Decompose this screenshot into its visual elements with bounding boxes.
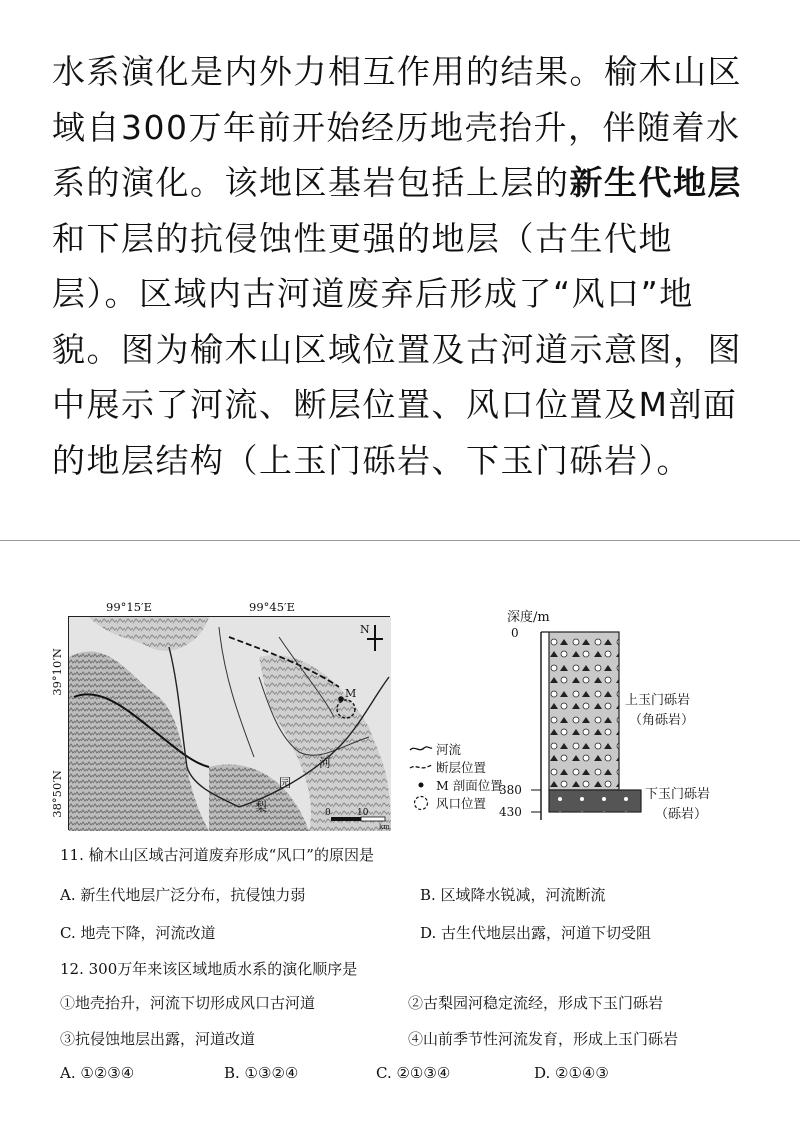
legend-item-fault <box>408 758 503 776</box>
section-diagram <box>499 610 795 830</box>
depth-label-430: 430 <box>499 805 522 819</box>
question-11-option-a[interactable]: A. 新生代地层广泛分布，抗侵蚀力弱 <box>60 886 306 904</box>
lower-layer-type: （砾岩） <box>655 807 708 822</box>
intro-text-2: 和下层的抗侵蚀性更强的地层（古生代地层）。区域内古河道废弃后形成了“风口”地貌。图为榆木山区域位置及古河道示意图，图中展示了河流、断层位置、风口位置及M剖面的地层结构（上玉门砾岩、下玉门砾岩）。 <box>52 218 742 480</box>
north-label: N <box>360 623 370 636</box>
question-12-option-a[interactable]: A. ①②③④ <box>60 1064 135 1082</box>
question-12-statement-1: ①地壳抬升，河流下切形成风口古河道 <box>60 994 316 1012</box>
question-12-option-c[interactable]: C. ②①③④ <box>376 1064 451 1082</box>
question-12-option-d[interactable]: D. ②①④③ <box>534 1064 609 1082</box>
legend-item-profile <box>408 776 503 794</box>
terrain-map <box>69 617 391 831</box>
legend-label-fault: 断层位置 <box>436 760 487 775</box>
river-name-char-2: 园 <box>279 776 292 790</box>
intro-bold-term: 新生代地层 <box>569 163 742 202</box>
section-divider <box>0 540 800 541</box>
question-11-option-d[interactable]: D. 古生代地层出露，河道下切受阻 <box>420 924 652 942</box>
location-map-figure <box>36 600 406 840</box>
river-name-char-1: 河 <box>319 756 332 770</box>
legend-item-river <box>408 740 503 758</box>
depth-label-0: 0 <box>511 626 519 640</box>
profile-point-icon <box>408 777 434 793</box>
profile-point-m <box>338 696 344 702</box>
map-frame <box>68 616 390 830</box>
river-symbol-icon <box>408 741 434 757</box>
question-11-option-c[interactable]: C. 地壳下降，河流改道 <box>60 924 216 942</box>
question-11-stem: 11. 榆木山区域古河道废弃形成“风口”的原因是 <box>60 846 374 864</box>
intro-text-1: 水系演化是内外力相互作用的结果。榆木山区域自300万年前开始经历地壳抬升，伴随着水系的演化。该地区基岩包括上层的 <box>52 52 742 202</box>
scale-ten: 10 <box>357 808 369 818</box>
upper-layer-type: （角砾岩） <box>629 713 695 728</box>
intro-paragraph <box>52 44 752 488</box>
lower-layer-name: 下玉门砾岩 <box>645 787 711 802</box>
fault-symbol-icon <box>408 759 434 775</box>
river-name-char-3: 梨 <box>255 800 268 814</box>
lower-layer-block <box>549 790 641 812</box>
scale-zero: 0 <box>325 808 331 818</box>
legend-label-gap: 风口位置 <box>436 796 487 811</box>
question-12-statement-2: ②古梨园河稳定流经，形成下玉门砾岩 <box>408 994 664 1012</box>
legend-label-river: 河流 <box>436 742 462 757</box>
upper-layer-name: 上玉门砾岩 <box>625 693 691 708</box>
profile-point-label: M <box>345 687 357 700</box>
stratigraphic-section-figure <box>499 610 795 830</box>
question-12-statement-3: ③抗侵蚀地层出露，河道改道 <box>60 1030 256 1048</box>
lat-label-2: 38°50′N <box>50 770 64 818</box>
map-legend <box>408 740 503 812</box>
wind-gap-icon <box>408 795 434 811</box>
legend-label-profile: M 剖面位置 <box>436 778 503 793</box>
lat-label-1: 39°10′N <box>50 648 64 696</box>
question-12-statement-4: ④山前季节性河流发育，形成上玉门砾岩 <box>408 1030 679 1048</box>
legend-item-gap <box>408 794 503 812</box>
depth-label-380: 380 <box>499 783 522 797</box>
question-12-option-b[interactable]: B. ①③②④ <box>224 1064 299 1082</box>
question-12-stem: 12. 300万年来该区域地质水系的演化顺序是 <box>60 960 358 978</box>
upper-layer-block <box>549 632 619 790</box>
lon-label-2: 99°45′E <box>249 600 296 614</box>
question-11-option-b[interactable]: B. 区域降水锐减，河流断流 <box>420 886 606 904</box>
scale-unit: km <box>379 823 390 831</box>
section-axis-title: 深度/m <box>507 610 550 625</box>
lon-label-1: 99°15′E <box>106 600 153 614</box>
